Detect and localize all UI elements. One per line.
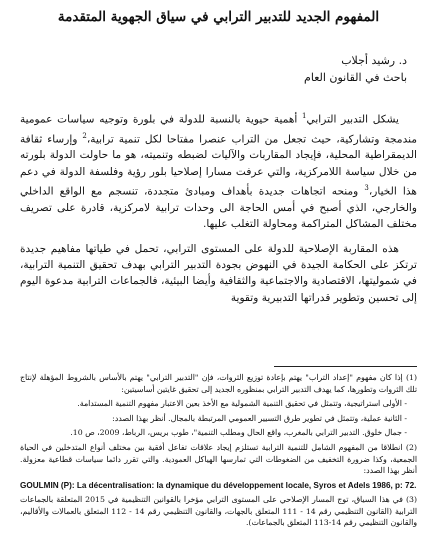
document-page: [20, 6, 417, 548]
footnote-3: (3) في هذا السياق، توج المسار الإصلاحي على المستوى الترابي مؤخرا بالقوانين التنظيمية في 2015 المتعلقة بالجماعات الترابية (القانون التنظيمي رقم 14 - 111 المتعلق بالجهات، والقانون التنظيمي رقم 14 - 112 المتعلق بالعمالات والأقاليم، والقانون التنظيمي رقم 14-113 المتعلق بالجماعات).: [20, 495, 418, 528]
footnote-ref[interactable]: 2: [82, 131, 87, 140]
footnote-ref[interactable]: 3: [364, 183, 369, 192]
paragraph-text: ومنحه اتجاهات جديدة بأهداف ومبادئ متجددة، تنسجم مع الواقع الداخلي والخارجي، الذي أصبح في أمس الحاجة الى وحدات ترابية لامركزية، قادرة على تصريف مختلف المشاكل المتراكمة ومحاولة التغلب عليها.: [20, 185, 417, 230]
article-title: المفهوم الجديد للتدبير الترابي في سياق الجهوية المتقدمة: [57, 9, 380, 25]
paragraph-text: أهمية حيوية بالنسبة للدولة في بلورة وتوجيه سياسات عمومية مندمجة وتشاركية، حيث تجعل من التراب عنصرا مفتاحا لكل تنمية ترابية،: [20, 113, 417, 146]
footnote-1-item: - الأولى استراتيجية، وتتمثل في تحقيق التنمية الشمولية مع الأخذ بعين الاعتبار مفهوم التنمية المستدامة.: [77, 399, 407, 409]
footnote-2-reference: GOULMIN (P): La décentralisation: la dynamique du développement locale, Syros et Adels 1986, p: 72.: [20, 480, 417, 490]
footnote-1: (1) إذا كان مفهوم "إعداد التراب" يهتم بإعادة توزيع الثروات، فإن "التدبير الترابي" يهتم بالأساس بالشروط المؤهلة لإنتاج تلك الثروات وتطورها، كما يهدف التدبير الترابي بمنظوره الجديد إلى تحقيق غايتين أساسيتين:: [20, 373, 417, 394]
paragraph-text: يشكل التدبير الترابي: [306, 113, 399, 126]
footnote-separator: [274, 366, 417, 367]
body-paragraph: [20, 108, 417, 232]
footnote-ref[interactable]: 1: [302, 112, 307, 120]
paragraph-text: وإرساء ثقافة الديمقراطية المحلية، فإيجاد المقاربات والآليات لضبطه وتنميته، هو ما حاولت الدولة بلورته من خلال سياسة اللامركزية، والتي عرفت مسارا إصلاحيا بلور رؤية وفلسفة الدولة في دعم هذا الخيار،: [20, 133, 417, 198]
footnote-2: (2) انطلاقا من المفهوم الشامل للتنمية الترابية تستلزم إيجاد علاقات تفاعل أفقية بين مختلف أنواع المتدخلين في الحياة الجمعية، وكذا ضرورة التخفيف من الضغوطات التي تمارسها الهياكل العمودية. والتي تقرر دائما سياسات قطاعية معزولة. أنظر بهذا الصدد:: [20, 442, 417, 476]
footnotes: [20, 372, 417, 532]
footnote-1-item: - جمال خلوق. التدبير الترابي بالمغرب، واقع الحال ومطلب التنمية"، طوب بريس، الرباط، 2009، ص 10.: [70, 428, 407, 438]
author-role: باحث في القانون العام: [304, 71, 407, 84]
footnote-1-item: - الثانية عملية، وتتمثل في تطوير طرق التسيير العمومي المرتبطة بالمجال. أنظر بهذا الصدد:: [112, 413, 407, 423]
article-body: [20, 108, 417, 306]
author-name: د. رشيد أجلاب: [341, 54, 407, 67]
body-paragraph: هذه المقاربة الإصلاحية للدولة على المستوى الترابي، تحمل في طياتها مفاهيم جديدة ترتكز على الحكامة الجيدة في النهوض بجودة التدبير الترابي بهدف تحقيق التنمية الترابية، في شموليتها، الاقتصادية والاجتماعية والثقافية وأيضا البيئية، فالجماعات الترابية مدعوة اليوم إلى تحسين وتطوير قدراتها التدبيرية وتقوية: [20, 243, 417, 304]
author-block: [20, 52, 417, 86]
